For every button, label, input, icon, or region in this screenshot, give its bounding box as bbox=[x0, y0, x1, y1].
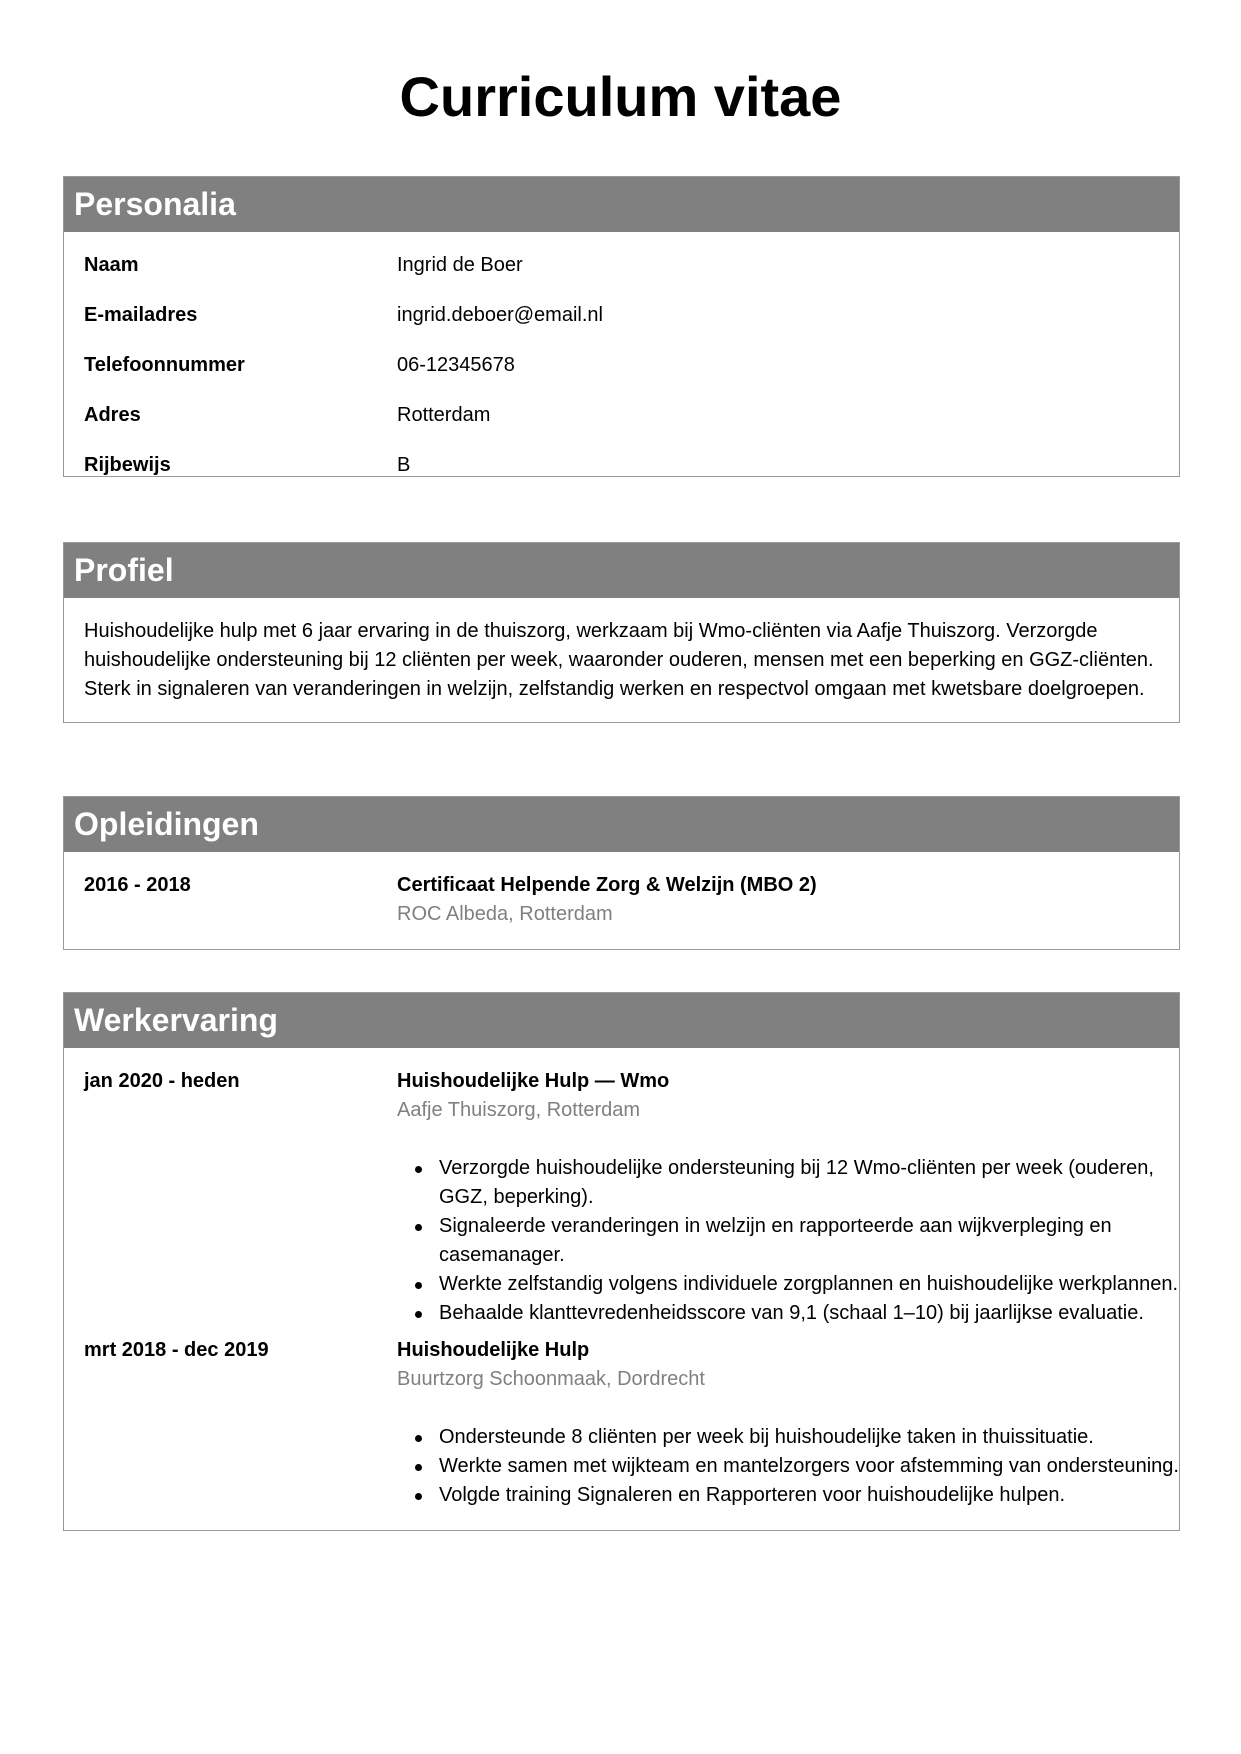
education-entry bbox=[64, 871, 1179, 929]
bullet-item: Ondersteunde 8 cliënten per week bij huishoudelijke taken in thuissituatie. bbox=[439, 1423, 1179, 1452]
section-profiel bbox=[63, 542, 1180, 723]
personalia-label: Rijbewijs bbox=[84, 454, 171, 476]
section-header-profiel: Profiel bbox=[64, 543, 1179, 598]
personalia-label: Adres bbox=[84, 404, 141, 426]
bullet-item: Werkte samen met wijkteam en mantelzorgers voor afstemming van ondersteuning. bbox=[439, 1452, 1179, 1481]
work-entry bbox=[64, 1067, 1179, 1328]
personalia-row-adres bbox=[64, 403, 1179, 453]
personalia-label: E-mailadres bbox=[84, 304, 198, 326]
personalia-value: 06-12345678 bbox=[397, 354, 515, 376]
section-header-personalia: Personalia bbox=[64, 177, 1179, 232]
entry-date: jan 2020 - heden bbox=[84, 1070, 240, 1092]
bullet-item: Signaleerde veranderingen in welzijn en rapporteerde aan wijkverpleging en casemanager. bbox=[439, 1212, 1179, 1270]
entry-main bbox=[397, 1336, 1179, 1510]
entry-org: ROC Albeda, Rotterdam bbox=[397, 903, 613, 925]
personalia-label: Telefoonnummer bbox=[84, 354, 245, 376]
personalia-row-naam bbox=[64, 253, 1179, 303]
entry-org: Buurtzorg Schoonmaak, Dordrecht bbox=[397, 1368, 705, 1390]
profile-text: Huishoudelijke hulp met 6 jaar ervaring in de thuiszorg, werkzaam bij Wmo-cliënten via Aafje Thuiszorg. Verzorgde huishoudelijke ondersteuning bij 12 cliënten per week, waaronder ouderen, mensen met een beperking en GGZ-cliënten. Sterk in signaleren van veranderingen in welzijn, zelfstandig werken en respectvol omgaan met kwetsbare doelgroepen. bbox=[84, 620, 1154, 700]
bullet-item: Verzorgde huishoudelijke ondersteuning bij 12 Wmo-cliënten per week (ouderen, GGZ, beperking). bbox=[439, 1154, 1179, 1212]
entry-bullets bbox=[397, 1423, 1179, 1510]
bullet-item: Behaalde klanttevredenheidsscore van 9,1 (schaal 1–10) bij jaarlijkse evaluatie. bbox=[439, 1299, 1179, 1328]
entry-date: 2016 - 2018 bbox=[84, 874, 191, 896]
entry-title: Certificaat Helpende Zorg & Welzijn (MBO 2) bbox=[397, 874, 817, 896]
personalia-value: ingrid.deboer@email.nl bbox=[397, 304, 603, 326]
werkervaring-body bbox=[64, 1048, 1179, 1530]
profiel-body bbox=[64, 598, 1179, 722]
section-personalia bbox=[63, 176, 1180, 477]
section-header-opleidingen: Opleidingen bbox=[64, 797, 1179, 852]
personalia-label: Naam bbox=[84, 254, 139, 276]
personalia-body bbox=[64, 232, 1179, 476]
section-opleidingen bbox=[63, 796, 1180, 950]
personalia-value: Rotterdam bbox=[397, 404, 491, 426]
personalia-row-email bbox=[64, 303, 1179, 353]
personalia-row-telefoon bbox=[64, 353, 1179, 403]
entry-org: Aafje Thuiszorg, Rotterdam bbox=[397, 1099, 641, 1121]
personalia-value: B bbox=[397, 454, 411, 476]
bullet-item: Volgde training Signaleren en Rapporteren voor huishoudelijke hulpen. bbox=[439, 1481, 1179, 1510]
entry-bullets bbox=[397, 1154, 1179, 1328]
entry-title: Huishoudelijke Hulp — Wmo bbox=[397, 1070, 670, 1092]
document-title: Curriculum vitae bbox=[399, 65, 842, 128]
personalia-row-rijbewijs bbox=[64, 453, 1179, 503]
entry-title: Huishoudelijke Hulp bbox=[397, 1339, 590, 1361]
bullet-item: Werkte zelfstandig volgens individuele zorgplannen en huishoudelijke werkplannen. bbox=[439, 1270, 1179, 1299]
personalia-value: Ingrid de Boer bbox=[397, 254, 523, 276]
work-entry bbox=[64, 1336, 1179, 1510]
opleidingen-body bbox=[64, 852, 1179, 949]
entry-main bbox=[397, 1067, 1179, 1328]
section-header-werkervaring: Werkervaring bbox=[64, 993, 1179, 1048]
entry-date: mrt 2018 - dec 2019 bbox=[84, 1339, 269, 1361]
entry-main bbox=[397, 871, 1179, 929]
section-werkervaring bbox=[63, 992, 1180, 1531]
